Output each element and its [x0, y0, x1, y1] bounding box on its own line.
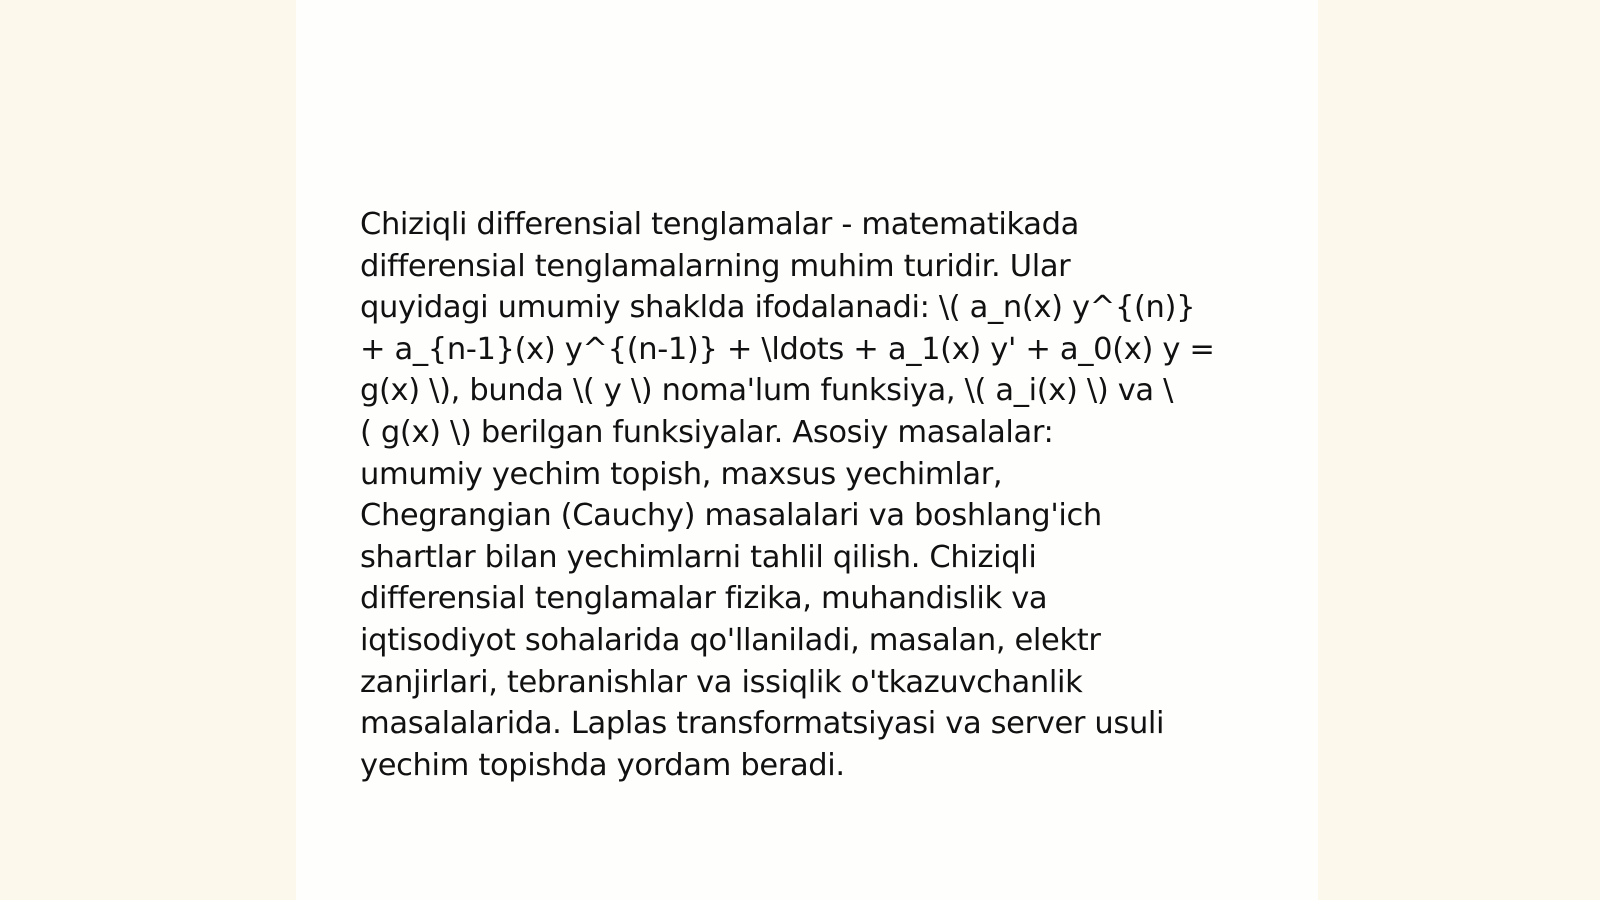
text-line: Chegrangian (Cauchy) masalalari va boshlang'ich	[360, 498, 1102, 534]
text-line: ( g(x) \) berilgan funksiyalar. Asosiy masalalar:	[360, 414, 1054, 450]
text-line: Chiziqli differensial tenglamalar - matematikada	[360, 207, 1079, 242]
body-paragraph	[360, 204, 1240, 786]
text-line: + a_{n-1}(x) y^{(n-1)} + \ldots + a_1(x) y' + a_0(x) y =	[360, 331, 1215, 367]
text-line: zanjirlari, tebranishlar va issiqlik o'tkazuvchanlik	[360, 664, 1083, 700]
text-line: iqtisodiyot sohalarida qo'llaniladi, masalan, elektr	[360, 622, 1101, 658]
text-line: yechim topishda yordam beradi.	[360, 747, 845, 783]
text-line: masalalarida. Laplas transformatsiyasi va server usuli	[360, 706, 1165, 742]
text-line: g(x) \), bunda \( y \) noma'lum funksiya, \( a_i(x) \) va \	[360, 373, 1174, 409]
text-line: differensial tenglamalar fizika, muhandislik va	[360, 581, 1048, 617]
text-line: umumiy yechim topish, maxsus yechimlar,	[360, 456, 1003, 492]
text-line: shartlar bilan yechimlarni tahlil qilish. Chiziqli	[360, 539, 1037, 575]
text-line: quyidagi umumiy shaklda ifodalanadi: \( a_n(x) y^{(n)}	[360, 290, 1196, 326]
document-page	[296, 0, 1318, 900]
text-line: differensial tenglamalarning muhim turidir. Ular	[360, 248, 1071, 284]
